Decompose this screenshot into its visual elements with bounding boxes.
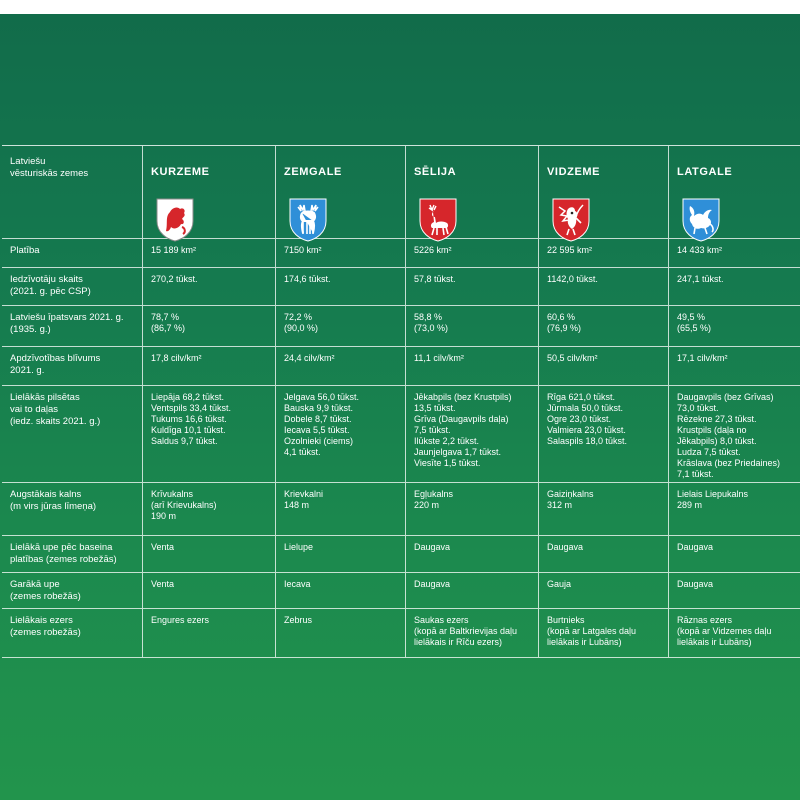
table-cell: Gauja bbox=[539, 573, 669, 608]
table-cell: 11,1 cilv/km² bbox=[406, 347, 539, 385]
table-cell: Daugavpils (bez Grīvas) 73,0 tūkst. Rēzekne 27,3 tūkst. Krustpils (daļa no Jēkabpils) 8,0 tūkst. Ludza 7,5 tūkst. Krāslava (bez Priedaines) 7,1 tūkst. bbox=[677, 392, 781, 479]
table-title: Latviešu vēsturiskās zemes bbox=[2, 146, 143, 238]
table-cell: Venta bbox=[143, 573, 276, 608]
table-cell: 60,6 % (76,9 %) bbox=[539, 306, 669, 346]
table-cell: Saukas ezers (kopā ar Baltkrievijas daļu lielākais ir Rīču ezers) bbox=[406, 609, 539, 657]
table-cell: 57,8 tūkst. bbox=[406, 268, 539, 305]
deer-crest-icon bbox=[418, 197, 458, 243]
table-cell: Rīga 621,0 tūkst. Jūrmala 50,0 tūkst. Ogre 23,0 tūkst. Valmiera 23,0 tūkst. Salaspils 18,0 tūkst. bbox=[539, 386, 669, 482]
row-label: Latviešu īpatsvars 2021. g. (1935. g.) bbox=[2, 306, 143, 346]
region-name: SĒLIJA bbox=[414, 166, 457, 178]
table-cell: Krievkalni 148 m bbox=[276, 483, 406, 535]
table-cell: 72,2 % (90,0 %) bbox=[276, 306, 406, 346]
table-cell: Venta bbox=[143, 536, 276, 572]
table-cell: Daugava bbox=[539, 536, 669, 572]
table-row bbox=[2, 483, 800, 536]
table-row bbox=[2, 347, 800, 386]
row-label: Lielākās pilsētas vai to daļas (iedz. skaits 2021. g.) bbox=[2, 386, 143, 482]
elk-crest-icon bbox=[288, 197, 328, 243]
table-cell: Jēkabpils (bez Krustpils) 13,5 tūkst. Grīva (Daugavpils daļa) 7,5 tūkst. Ilūkste 2,2 tūkst. Jaunjelgava 1,7 tūkst. Viesīte 1,5 tūkst. bbox=[406, 386, 539, 482]
table-cell: Rāznas ezers (kopā ar Vidzemes daļu lielākais ir Lubāns) bbox=[677, 615, 772, 647]
table-row bbox=[2, 268, 800, 306]
table-cell: Daugava bbox=[406, 536, 539, 572]
table-row bbox=[2, 386, 800, 483]
row-label: Platība bbox=[2, 239, 143, 267]
table-cell: 14 433 km² bbox=[677, 245, 723, 255]
table-cell: 1142,0 tūkst. bbox=[539, 268, 669, 305]
griffin-blue-crest-icon bbox=[681, 197, 721, 243]
top-white-strip bbox=[0, 0, 800, 14]
row-label: Lielākā upe pēc baseina platības (zemes robežās) bbox=[2, 536, 143, 572]
table-cell: Burtnieks (kopā ar Latgales daļu lielākais ir Lubāns) bbox=[539, 609, 669, 657]
table-cell: 174,6 tūkst. bbox=[276, 268, 406, 305]
table-row bbox=[2, 609, 800, 658]
table-cell: Daugava bbox=[677, 542, 714, 552]
table-cell: 58,8 % (73,0 %) bbox=[406, 306, 539, 346]
table-cell: Krīvukalns (arī Krievukalns) 190 m bbox=[143, 483, 276, 535]
table-cell: 247,1 tūkst. bbox=[677, 274, 724, 284]
table-cell: 78,7 % (86,7 %) bbox=[143, 306, 276, 346]
table-cell: 50,5 cilv/km² bbox=[539, 347, 669, 385]
region-column-zemgale bbox=[276, 146, 406, 238]
table-cell: 5226 km² bbox=[406, 239, 539, 267]
row-label: Lielākais ezers (zemes robežās) bbox=[2, 609, 143, 657]
griffin-crest-icon bbox=[551, 197, 591, 243]
table-cell: 270,2 tūkst. bbox=[143, 268, 276, 305]
region-column-latgale bbox=[669, 146, 800, 238]
region-column-selija bbox=[406, 146, 539, 238]
region-name: KURZEME bbox=[151, 166, 210, 178]
table-cell: Gaiziņkalns 312 m bbox=[539, 483, 669, 535]
region-name: VIDZEME bbox=[547, 166, 601, 178]
row-label: Augstākais kalns (m virs jūras līmeņa) bbox=[2, 483, 143, 535]
table-cell: Daugava bbox=[677, 579, 714, 589]
table-cell: 17,1 cilv/km² bbox=[677, 353, 728, 363]
table-row bbox=[2, 573, 800, 609]
region-name: LATGALE bbox=[677, 166, 733, 178]
row-label: Iedzīvotāju skaits (2021. g. pēc CSP) bbox=[2, 268, 143, 305]
table-cell: Daugava bbox=[406, 573, 539, 608]
region-column-kurzeme bbox=[143, 146, 276, 238]
red-lion-crest-icon bbox=[155, 197, 195, 243]
table-row bbox=[2, 536, 800, 573]
table-cell: Iecava bbox=[276, 573, 406, 608]
row-label: Apdzīvotības blīvums 2021. g. bbox=[2, 347, 143, 385]
comparison-table bbox=[2, 145, 800, 658]
row-label: Garākā upe (zemes robežās) bbox=[2, 573, 143, 608]
table-cell: 17,8 cilv/km² bbox=[143, 347, 276, 385]
table-cell: Zebrus bbox=[276, 609, 406, 657]
table-cell: 22 595 km² bbox=[539, 239, 669, 267]
table-header-row bbox=[2, 146, 800, 239]
table-row bbox=[2, 306, 800, 347]
region-column-vidzeme bbox=[539, 146, 669, 238]
table-cell: Jelgava 56,0 tūkst. Bauska 9,9 tūkst. Dobele 8,7 tūkst. Iecava 5,5 tūkst. Ozolnieki (ciems) 4,1 tūkst. bbox=[276, 386, 406, 482]
table-cell: Engures ezers bbox=[143, 609, 276, 657]
table-cell: 24,4 cilv/km² bbox=[276, 347, 406, 385]
table-cell: 49,5 % (65,5 %) bbox=[677, 312, 712, 333]
table-cell: Lielupe bbox=[276, 536, 406, 572]
table-cell: Liepāja 68,2 tūkst. Ventspils 33,4 tūkst. Tukums 16,6 tūkst. Kuldīga 10,1 tūkst. Saldus 9,7 tūkst. bbox=[143, 386, 276, 482]
table-cell: 7150 km² bbox=[276, 239, 406, 267]
table-cell: Egļukalns 220 m bbox=[406, 483, 539, 535]
table-row bbox=[2, 239, 800, 268]
table-cell: Lielais Liepukalns 289 m bbox=[677, 489, 749, 510]
region-name: ZEMGALE bbox=[284, 166, 342, 178]
table-cell: 15 189 km² bbox=[143, 239, 276, 267]
